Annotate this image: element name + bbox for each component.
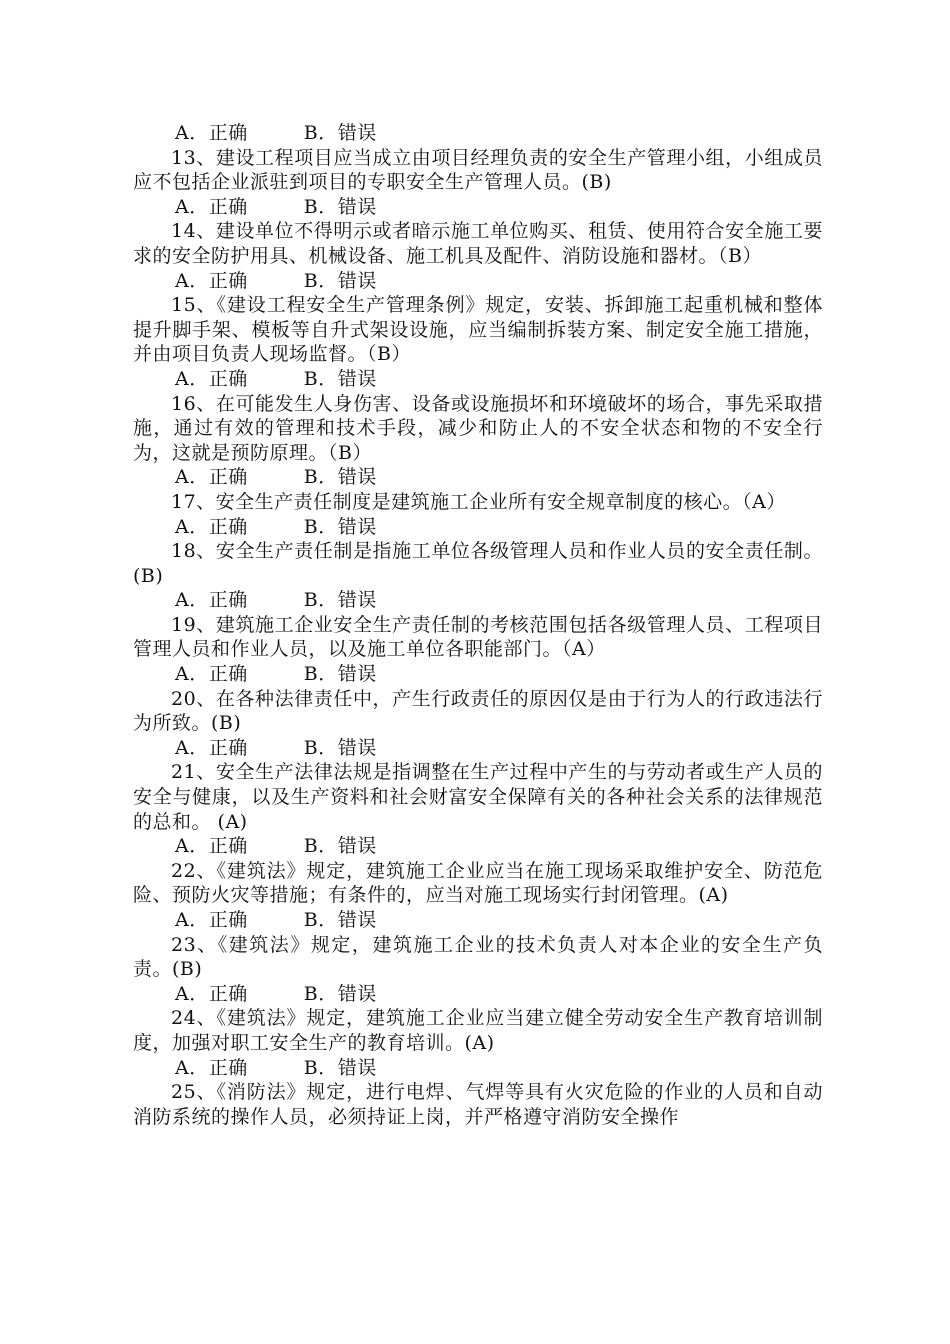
option-b: B．错误 xyxy=(303,195,377,218)
option-b: B．错误 xyxy=(303,1056,377,1079)
option-a: A．正确 xyxy=(175,466,248,489)
option-b: B．错误 xyxy=(303,122,377,144)
question-16: 16、在可能发生人身伤害、设备或设施损坏和环境破坏的场合，事先采取措施，通过有效的管理和技术手段，减少和防止人的不安全状态和物的不安全行为，这就是预防原理。（B） xyxy=(133,392,823,464)
option-b: B．错误 xyxy=(303,515,377,538)
question-14: 14、建设单位不得明示或者暗示施工单位购买、租赁、使用符合安全施工要求的安全防护用具、机械设备、施工机具及配件、消防设施和器材。（B） xyxy=(133,220,823,267)
question-24: 24、《建筑法》规定，建筑施工企业应当建立健全劳动安全生产教育培训制度，加强对职工安全生产的教育培训。(A) xyxy=(133,1007,823,1054)
option-b: B．错误 xyxy=(303,909,377,931)
option-a: A．正确 xyxy=(175,122,248,144)
answer-options xyxy=(133,662,823,687)
answer-options xyxy=(133,515,823,540)
question-25: 25、《消防法》规定，进行电焊、气焊等具有火灾危险的作业的人员和自动消防系统的操作人员，必须持证上岗，并严格遵守消防安全操作 xyxy=(133,1081,823,1128)
answer-options xyxy=(133,121,823,146)
option-a: A．正确 xyxy=(175,367,248,390)
question-17: 17、安全生产责任制度是建筑施工企业所有安全规章制度的核心。（A） xyxy=(171,490,786,513)
option-a: A．正确 xyxy=(175,1056,248,1079)
option-a: A．正确 xyxy=(175,515,248,538)
answer-options xyxy=(133,736,823,761)
answer-options xyxy=(133,588,823,613)
answer-options xyxy=(133,269,823,294)
question-13: 13、建设工程项目应当成立由项目经理负责的安全生产管理小组，小组成员应不包括企业派驻到项目的专职安全生产管理人员。(B) xyxy=(133,146,823,194)
option-a: A．正确 xyxy=(175,736,248,759)
option-a: A．正确 xyxy=(175,835,248,858)
answer-options xyxy=(133,195,823,220)
option-b: B．错误 xyxy=(303,466,377,489)
option-b: B．错误 xyxy=(303,736,377,759)
option-b: B．错误 xyxy=(303,367,377,390)
option-a: A．正确 xyxy=(175,909,248,931)
option-b: B．错误 xyxy=(303,835,377,858)
question-18: 18、安全生产责任制是指施工单位各级管理人员和作业人员的安全责任制。(B) xyxy=(133,540,823,587)
option-b: B．错误 xyxy=(303,589,377,612)
question-23: 23、《建筑法》规定，建筑施工企业的技术负责人对本企业的安全生产负责。(B) xyxy=(133,933,823,981)
option-a: A．正确 xyxy=(175,269,248,292)
option-b: B．错误 xyxy=(303,982,377,1005)
answer-options xyxy=(133,465,823,490)
option-b: B．错误 xyxy=(303,663,377,686)
question-15: 15、《建设工程安全生产管理条例》规定，安装、拆卸施工起重机械和整体提升脚手架、模板等自升式架设设施，应当编制拆装方案、制定安全施工措施，并由项目负责人现场监督。（B） xyxy=(133,294,823,366)
answer-options xyxy=(133,1056,823,1081)
answer-options xyxy=(133,367,823,392)
answer-options xyxy=(133,982,823,1007)
question-19: 19、建筑施工企业安全生产责任制的考核范围包括各级管理人员、工程项目管理人员和作业人员，以及施工单位各职能部门。（A） xyxy=(133,613,823,661)
question-21: 21、安全生产法律法规是指调整在生产过程中产生的与劳动者或生产人员的安全与健康，以及生产资料和社会财富安全保障有关的各种社会关系的法律规范的总和。 (A) xyxy=(133,761,823,833)
question-20: 20、在各种法律责任中，产生行政责任的原因仅是由于行为人的行政违法行为所致。(B) xyxy=(133,687,823,735)
answer-options xyxy=(133,834,823,859)
option-a: A．正确 xyxy=(175,195,248,218)
document-body xyxy=(133,121,823,1129)
option-a: A．正确 xyxy=(175,589,248,612)
option-a: A．正确 xyxy=(175,663,248,686)
question-22: 22、《建筑法》规定，建筑施工企业应当在施工现场采取维护安全、防范危险、预防火灾等措施；有条件的，应当对施工现场实行封闭管理。(A) xyxy=(133,859,823,907)
option-a: A．正确 xyxy=(175,982,248,1005)
option-b: B．错误 xyxy=(303,269,377,292)
answer-options xyxy=(133,908,823,933)
